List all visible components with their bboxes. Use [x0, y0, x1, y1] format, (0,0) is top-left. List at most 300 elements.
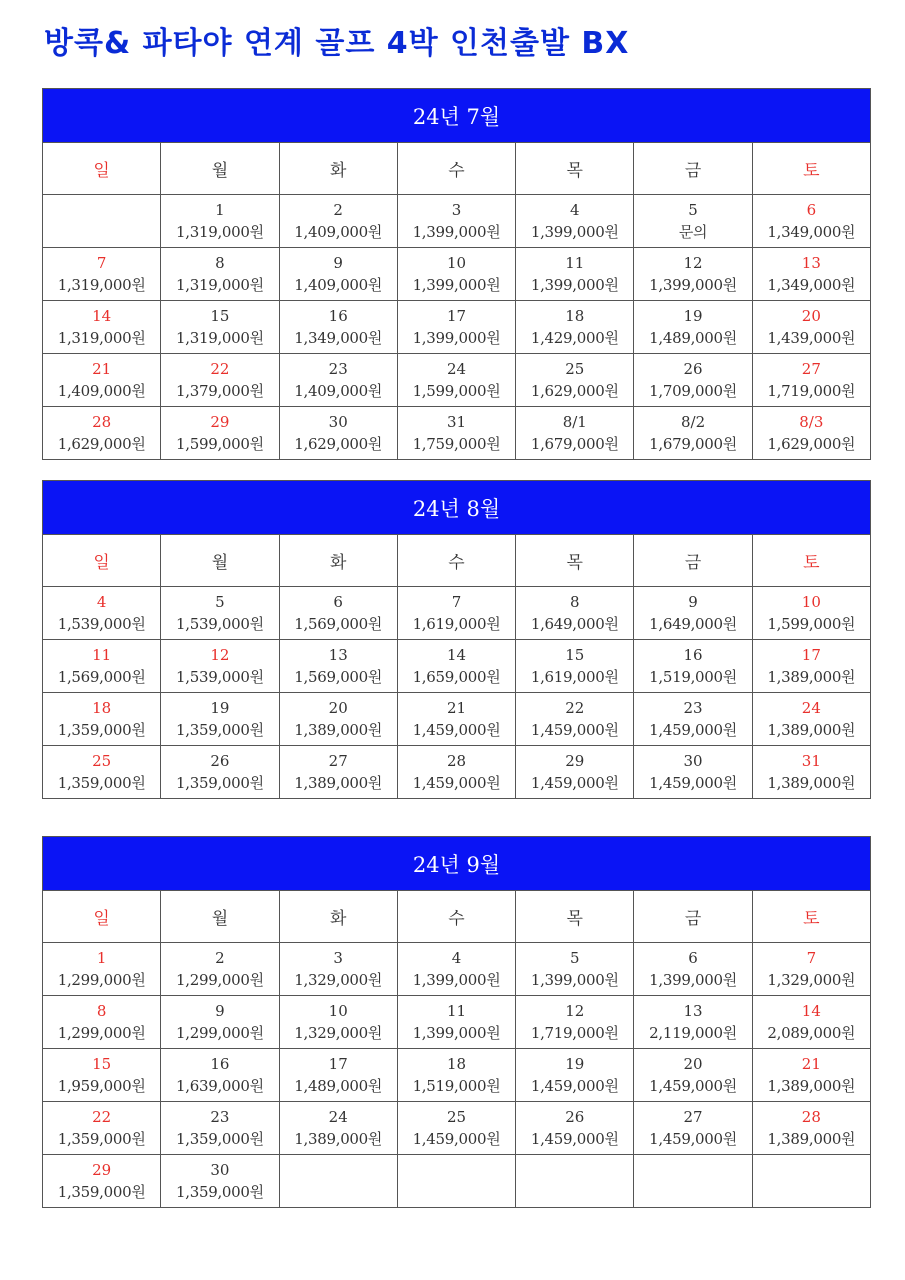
day-number: 9 — [333, 254, 343, 272]
day-number: 22 — [210, 360, 230, 378]
price-label: 1,399,000원 — [412, 971, 501, 989]
calendar-cell — [516, 354, 634, 407]
price-label: 2,119,000원 — [649, 1024, 737, 1042]
calendar-cell — [279, 195, 397, 248]
calendar-cell — [634, 301, 752, 354]
price-label: 1,379,000원 — [176, 382, 264, 400]
empty-cell — [397, 1155, 515, 1208]
price-label: 1,399,000원 — [412, 276, 501, 294]
calendar-cell — [161, 354, 279, 407]
price-label: 1,389,000원 — [294, 774, 383, 792]
price-label: 1,659,000원 — [412, 668, 501, 686]
day-number: 21 — [92, 360, 112, 378]
calendar-cell — [634, 693, 752, 746]
calendar-cell — [279, 640, 397, 693]
price-label: 1,389,000원 — [767, 721, 856, 739]
price-label: 1,459,000원 — [530, 1077, 619, 1095]
day-number: 9 — [215, 1002, 225, 1020]
price-label: 1,539,000원 — [57, 615, 146, 633]
calendar-cell — [43, 693, 161, 746]
calendar-cell — [43, 587, 161, 640]
calendar-cell — [634, 943, 752, 996]
day-number: 8/3 — [799, 413, 824, 431]
calendar-cell — [161, 746, 279, 799]
empty-cell — [279, 1155, 397, 1208]
day-number: 29 — [210, 413, 230, 431]
calendar-cell — [397, 746, 515, 799]
weekday-header: 금 — [634, 891, 752, 943]
calendar-cell — [516, 248, 634, 301]
calendar-cell — [752, 407, 870, 460]
day-number: 22 — [92, 1108, 112, 1126]
price-label: 1,409,000원 — [57, 382, 146, 400]
weekday-header: 화 — [279, 143, 397, 195]
price-label: 1,389,000원 — [767, 1077, 856, 1095]
price-label: 1,399,000원 — [530, 223, 619, 241]
price-label: 1,389,000원 — [767, 1130, 856, 1148]
day-number: 27 — [328, 752, 348, 770]
price-label: 1,319,000원 — [176, 329, 264, 347]
day-number: 15 — [92, 1055, 112, 1073]
calendar-cell — [161, 996, 279, 1049]
day-number: 8 — [569, 593, 580, 611]
weekday-header: 토 — [752, 535, 870, 587]
calendar-cell — [752, 248, 870, 301]
calendar-cell — [634, 407, 752, 460]
day-number: 8/1 — [562, 413, 587, 431]
day-number: 25 — [565, 360, 585, 378]
day-number: 10 — [446, 254, 467, 272]
day-number: 12 — [210, 646, 230, 664]
price-label: 1,679,000원 — [530, 435, 619, 453]
day-number: 23 — [683, 699, 703, 717]
price-label: 1,409,000원 — [294, 223, 383, 241]
price-label: 1,399,000원 — [649, 276, 737, 294]
price-label: 1,299,000원 — [57, 971, 146, 989]
price-label: 1,299,000원 — [176, 1024, 264, 1042]
price-label: 1,599,000원 — [176, 435, 264, 453]
price-label: 1,539,000원 — [176, 615, 264, 633]
price-label: 1,359,000원 — [176, 1183, 264, 1201]
calendar-cell — [516, 746, 634, 799]
day-number: 4 — [451, 949, 462, 967]
price-label: 1,489,000원 — [294, 1077, 383, 1095]
day-number: 11 — [92, 646, 112, 664]
price-label: 1,459,000원 — [412, 1130, 501, 1148]
calendar-cell — [43, 746, 161, 799]
price-label: 1,389,000원 — [767, 668, 856, 686]
price-label: 문의 — [678, 223, 708, 241]
price-label: 1,359,000원 — [57, 774, 146, 792]
calendar-cell — [279, 587, 397, 640]
price-label: 1,389,000원 — [294, 721, 383, 739]
calendar-cell — [279, 746, 397, 799]
day-number: 14 — [446, 646, 467, 664]
day-number: 24 — [446, 360, 467, 378]
price-label: 1,719,000원 — [530, 1024, 619, 1042]
month-header: 24년 8월 — [43, 481, 871, 535]
price-label: 1,459,000원 — [412, 721, 501, 739]
day-number: 3 — [333, 949, 343, 967]
calendar-cell — [279, 1049, 397, 1102]
day-number: 28 — [446, 752, 467, 770]
calendar-cell — [397, 1049, 515, 1102]
calendar-cell — [397, 354, 515, 407]
calendar-cell — [397, 587, 515, 640]
price-label: 1,629,000원 — [57, 435, 146, 453]
calendar-cell — [516, 195, 634, 248]
calendar-cell — [161, 693, 279, 746]
price-label: 1,409,000원 — [294, 382, 383, 400]
price-label: 1,519,000원 — [412, 1077, 501, 1095]
price-label: 1,459,000원 — [412, 774, 501, 792]
weekday-header: 토 — [752, 143, 870, 195]
price-label: 1,359,000원 — [176, 1130, 264, 1148]
price-label: 1,619,000원 — [412, 615, 501, 633]
calendar-cell — [752, 1102, 870, 1155]
calendar-cell — [43, 407, 161, 460]
day-number: 6 — [806, 201, 817, 219]
day-number: 30 — [210, 1161, 230, 1179]
price-label: 1,639,000원 — [176, 1077, 264, 1095]
day-number: 15 — [210, 307, 230, 325]
weekday-header: 목 — [516, 891, 634, 943]
price-label: 1,459,000원 — [530, 1130, 619, 1148]
day-number: 11 — [565, 254, 585, 272]
day-number: 4 — [569, 201, 580, 219]
day-number: 8 — [96, 1002, 107, 1020]
price-label: 1,429,000원 — [530, 329, 619, 347]
price-label: 1,459,000원 — [649, 1077, 737, 1095]
calendar-cell — [634, 746, 752, 799]
calendar-cell — [43, 1155, 161, 1208]
calendar-cell — [634, 354, 752, 407]
calendar-cell — [279, 301, 397, 354]
price-label: 1,299,000원 — [57, 1024, 146, 1042]
calendar-cell — [397, 640, 515, 693]
day-number: 5 — [688, 201, 698, 219]
calendar-cell — [397, 301, 515, 354]
day-number: 12 — [565, 1002, 585, 1020]
calendar-cell — [161, 248, 279, 301]
price-label: 1,649,000원 — [649, 615, 737, 633]
calendar-cell — [43, 1102, 161, 1155]
price-label: 1,439,000원 — [767, 329, 856, 347]
price-label: 1,459,000원 — [649, 1130, 737, 1148]
price-label: 1,359,000원 — [57, 1130, 146, 1148]
calendar-cell — [279, 943, 397, 996]
calendar-cell — [279, 407, 397, 460]
price-label: 1,359,000원 — [57, 721, 146, 739]
price-label: 1,569,000원 — [294, 615, 383, 633]
calendar-cell — [161, 1049, 279, 1102]
day-number: 16 — [328, 307, 348, 325]
day-number: 22 — [565, 699, 585, 717]
price-label: 1,759,000원 — [412, 435, 501, 453]
price-label: 1,399,000원 — [530, 971, 619, 989]
calendar-cell — [752, 301, 870, 354]
price-label: 1,389,000원 — [294, 1130, 383, 1148]
calendar-cell — [634, 996, 752, 1049]
calendar-cell — [161, 587, 279, 640]
price-label: 2,089,000원 — [767, 1024, 856, 1042]
day-number: 15 — [565, 646, 585, 664]
calendar-cell — [516, 1049, 634, 1102]
calendar-cell — [516, 1102, 634, 1155]
price-label: 1,459,000원 — [649, 774, 737, 792]
calendar-cell — [43, 248, 161, 301]
calendar-cell — [279, 354, 397, 407]
calendar-cell — [634, 640, 752, 693]
price-label: 1,569,000원 — [57, 668, 146, 686]
price-label: 1,719,000원 — [767, 382, 856, 400]
weekday-header: 토 — [752, 891, 870, 943]
day-number: 25 — [446, 1108, 467, 1126]
calendar-cell — [397, 693, 515, 746]
day-number: 3 — [451, 201, 462, 219]
weekday-header: 금 — [634, 143, 752, 195]
day-number: 2 — [215, 949, 225, 967]
calendar-cell — [43, 354, 161, 407]
day-number: 14 — [801, 1002, 821, 1020]
day-number: 19 — [565, 1055, 585, 1073]
calendar-cell — [161, 407, 279, 460]
calendar-cell — [43, 1049, 161, 1102]
day-number: 26 — [683, 360, 703, 378]
calendar-august — [42, 480, 871, 799]
price-label: 1,569,000원 — [294, 668, 383, 686]
price-label: 1,459,000원 — [649, 721, 737, 739]
calendar-cell — [161, 195, 279, 248]
calendar-cell — [43, 943, 161, 996]
weekday-header: 금 — [634, 535, 752, 587]
calendar-cell — [634, 587, 752, 640]
price-label: 1,319,000원 — [176, 223, 264, 241]
price-label: 1,629,000원 — [294, 435, 383, 453]
day-number: 6 — [688, 949, 698, 967]
calendar-cell — [161, 1155, 279, 1208]
calendar-cell — [397, 248, 515, 301]
calendar-cell — [634, 248, 752, 301]
calendar-cell — [752, 943, 870, 996]
price-label: 1,319,000원 — [176, 276, 264, 294]
day-number: 24 — [801, 699, 821, 717]
calendar-cell — [161, 640, 279, 693]
weekday-header: 일 — [43, 535, 161, 587]
day-number: 8/2 — [680, 413, 706, 431]
calendar-cell — [634, 1102, 752, 1155]
price-label: 1,599,000원 — [412, 382, 501, 400]
calendar-cell — [397, 195, 515, 248]
month-header: 24년 9월 — [43, 837, 871, 891]
price-label: 1,599,000원 — [767, 615, 856, 633]
calendar-cell — [752, 996, 870, 1049]
day-number: 29 — [92, 1161, 112, 1179]
day-number: 26 — [210, 752, 230, 770]
day-number: 31 — [801, 752, 821, 770]
day-number: 21 — [446, 699, 467, 717]
day-number: 30 — [683, 752, 703, 770]
day-number: 10 — [801, 593, 821, 611]
price-label: 1,319,000원 — [57, 276, 146, 294]
calendar-cell — [161, 301, 279, 354]
calendar-cell — [161, 943, 279, 996]
price-label: 1,359,000원 — [176, 721, 264, 739]
weekday-header: 화 — [279, 891, 397, 943]
day-number: 5 — [569, 949, 580, 967]
price-label: 1,359,000원 — [176, 774, 264, 792]
price-label: 1,389,000원 — [767, 774, 856, 792]
weekday-header: 수 — [397, 891, 515, 943]
day-number: 2 — [333, 201, 343, 219]
empty-cell — [43, 195, 161, 248]
day-number: 18 — [565, 307, 585, 325]
day-number: 28 — [801, 1108, 821, 1126]
empty-cell — [752, 1155, 870, 1208]
day-number: 7 — [806, 949, 817, 967]
day-number: 6 — [333, 593, 343, 611]
price-label: 1,619,000원 — [530, 668, 619, 686]
weekday-header: 월 — [161, 535, 279, 587]
price-label: 1,409,000원 — [294, 276, 383, 294]
day-number: 27 — [801, 360, 821, 378]
price-label: 1,959,000원 — [57, 1077, 146, 1095]
price-label: 1,349,000원 — [767, 223, 856, 241]
day-number: 9 — [688, 593, 698, 611]
weekday-header: 목 — [516, 535, 634, 587]
day-number: 23 — [210, 1108, 230, 1126]
price-label: 1,539,000원 — [176, 668, 264, 686]
day-number: 13 — [328, 646, 348, 664]
price-label: 1,359,000원 — [57, 1183, 146, 1201]
day-number: 7 — [451, 593, 462, 611]
price-label: 1,649,000원 — [530, 615, 619, 633]
day-number: 13 — [683, 1002, 703, 1020]
day-number: 30 — [328, 413, 348, 431]
day-number: 29 — [565, 752, 585, 770]
empty-cell — [634, 1155, 752, 1208]
month-header: 24년 7월 — [43, 89, 871, 143]
day-number: 23 — [328, 360, 348, 378]
calendar-cell — [752, 354, 870, 407]
day-number: 1 — [215, 201, 225, 219]
calendar-cell — [516, 693, 634, 746]
calendar-cell — [279, 693, 397, 746]
calendar-cell — [516, 587, 634, 640]
day-number: 1 — [96, 949, 107, 967]
day-number: 26 — [565, 1108, 585, 1126]
day-number: 17 — [446, 307, 467, 325]
calendar-cell — [516, 407, 634, 460]
day-number: 5 — [215, 593, 225, 611]
calendar-cell — [397, 996, 515, 1049]
price-label: 1,399,000원 — [649, 971, 737, 989]
day-number: 20 — [801, 307, 821, 325]
weekday-header: 월 — [161, 143, 279, 195]
weekday-header: 일 — [43, 891, 161, 943]
day-number: 19 — [210, 699, 230, 717]
day-number: 14 — [92, 307, 112, 325]
price-label: 1,349,000원 — [294, 329, 383, 347]
day-number: 13 — [801, 254, 821, 272]
price-label: 1,489,000원 — [649, 329, 737, 347]
calendar-cell — [752, 1049, 870, 1102]
day-number: 8 — [215, 254, 225, 272]
page-title: 방콕& 파타야 연계 골프 4박 인천출발 BX — [44, 26, 630, 61]
calendar-cell — [43, 640, 161, 693]
day-number: 25 — [92, 752, 112, 770]
calendar-cell — [516, 996, 634, 1049]
calendar-cell — [397, 943, 515, 996]
weekday-header: 월 — [161, 891, 279, 943]
price-label: 1,319,000원 — [57, 329, 146, 347]
price-label: 1,329,000원 — [294, 1024, 383, 1042]
price-label: 1,399,000원 — [530, 276, 619, 294]
calendar-cell — [161, 1102, 279, 1155]
price-label: 1,629,000원 — [530, 382, 619, 400]
price-label: 1,299,000원 — [176, 971, 264, 989]
price-label: 1,399,000원 — [412, 223, 501, 241]
weekday-header: 수 — [397, 143, 515, 195]
calendar-cell — [516, 640, 634, 693]
day-number: 4 — [96, 593, 107, 611]
calendar-cell — [752, 640, 870, 693]
price-label: 1,459,000원 — [530, 774, 619, 792]
day-number: 18 — [92, 699, 112, 717]
day-number: 28 — [92, 413, 112, 431]
calendar-july — [42, 88, 871, 460]
calendar-cell — [752, 693, 870, 746]
day-number: 27 — [683, 1108, 703, 1126]
weekday-header: 목 — [516, 143, 634, 195]
weekday-header: 일 — [43, 143, 161, 195]
day-number: 20 — [683, 1055, 703, 1073]
price-label: 1,399,000원 — [412, 1024, 501, 1042]
calendar-cell — [279, 248, 397, 301]
empty-cell — [516, 1155, 634, 1208]
calendar-cell — [634, 195, 752, 248]
day-number: 31 — [446, 413, 467, 431]
weekday-header: 수 — [397, 535, 515, 587]
day-number: 10 — [328, 1002, 348, 1020]
calendar-cell — [279, 1102, 397, 1155]
day-number: 19 — [683, 307, 703, 325]
day-number: 24 — [328, 1108, 348, 1126]
calendar-cell — [516, 301, 634, 354]
calendar-cell — [279, 996, 397, 1049]
calendar-cell — [397, 1102, 515, 1155]
calendar-cell — [43, 301, 161, 354]
day-number: 16 — [210, 1055, 230, 1073]
day-number: 17 — [328, 1055, 348, 1073]
calendar-cell — [634, 1049, 752, 1102]
weekday-header: 화 — [279, 535, 397, 587]
calendar-cell — [752, 195, 870, 248]
day-number: 20 — [328, 699, 348, 717]
price-label: 1,329,000원 — [767, 971, 856, 989]
calendar-cell — [397, 407, 515, 460]
price-label: 1,349,000원 — [767, 276, 856, 294]
calendar-cell — [752, 746, 870, 799]
price-label: 1,329,000원 — [294, 971, 383, 989]
calendar-cell — [43, 996, 161, 1049]
price-label: 1,519,000원 — [649, 668, 737, 686]
day-number: 7 — [96, 254, 107, 272]
day-number: 12 — [683, 254, 703, 272]
calendar-cell — [752, 587, 870, 640]
day-number: 11 — [446, 1002, 467, 1020]
price-label: 1,629,000원 — [767, 435, 856, 453]
